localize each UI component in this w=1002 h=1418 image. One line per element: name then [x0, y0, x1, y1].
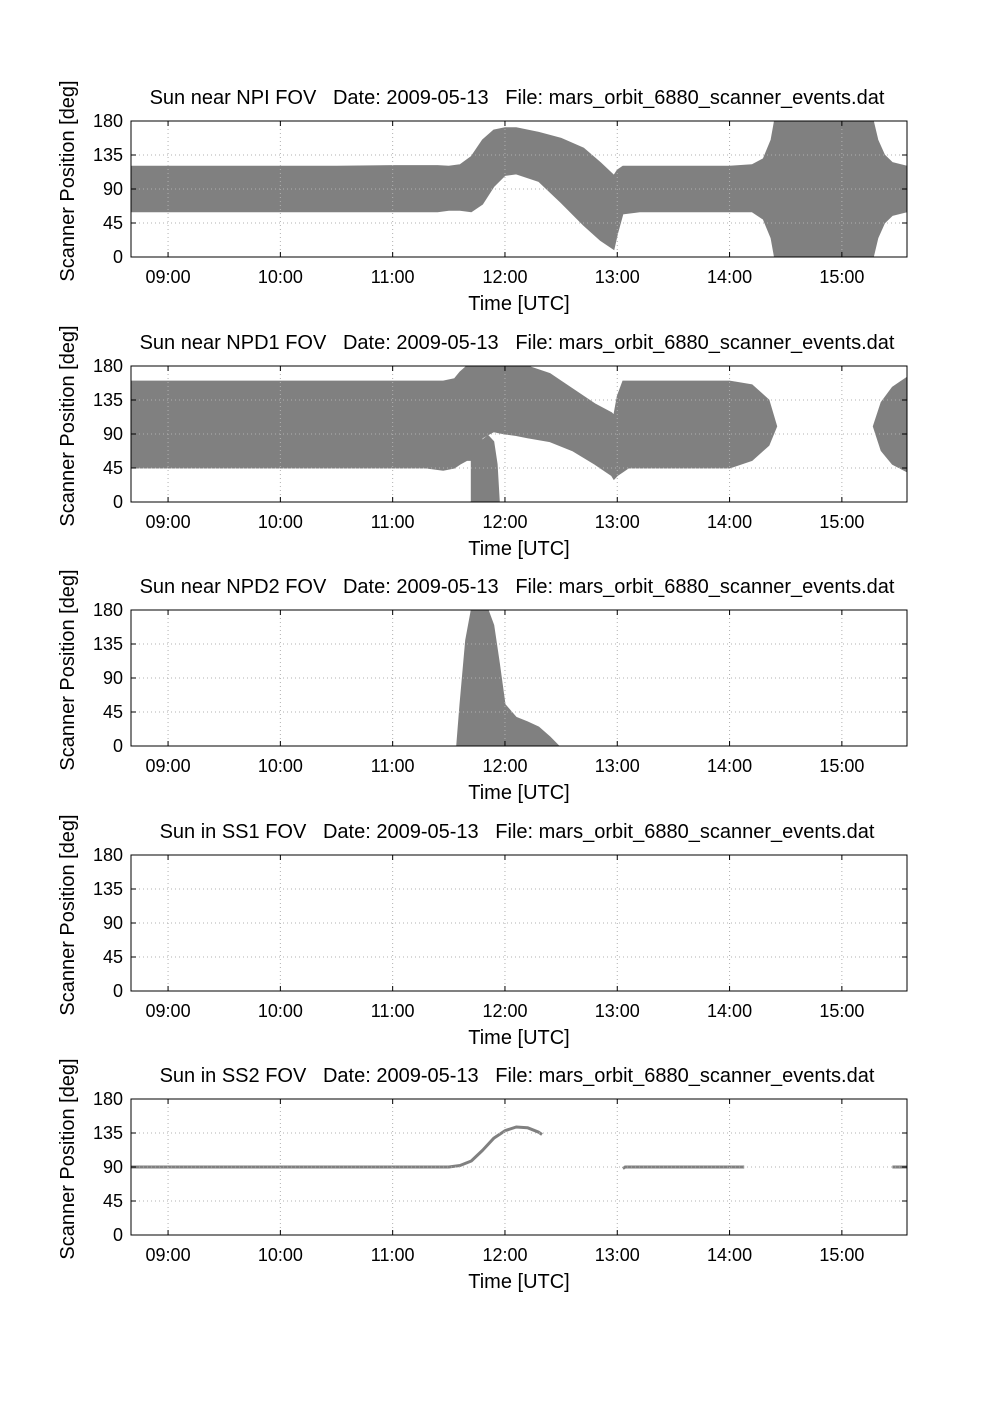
- x-axis-label: Time [UTC]: [468, 538, 570, 560]
- y-axis-label: Scanner Position [deg]: [57, 569, 79, 771]
- y-tick-label: 90: [102, 424, 123, 444]
- x-tick-label: 12:00: [482, 267, 528, 287]
- x-axis-label: Time [UTC]: [468, 293, 570, 315]
- x-axis-label: Time [UTC]: [468, 1027, 570, 1049]
- y-axis-label: Scanner Position [deg]: [57, 80, 79, 282]
- x-tick-label: 14:00: [707, 1245, 753, 1265]
- x-tick-label: 14:00: [707, 267, 753, 287]
- x-tick-label: 09:00: [145, 756, 191, 776]
- x-tick-label: 10:00: [257, 512, 303, 532]
- y-tick-label: 135: [92, 1123, 123, 1143]
- x-tick-label: 13:00: [594, 756, 640, 776]
- panel-3: [57, 569, 907, 804]
- y-tick-label: 0: [112, 1225, 123, 1245]
- y-tick-label: 0: [112, 981, 123, 1001]
- y-tick-label: 0: [112, 247, 123, 267]
- y-tick-label: 180: [92, 111, 123, 131]
- panel-5: [57, 1058, 907, 1293]
- y-tick-label: 180: [92, 845, 123, 865]
- x-tick-label: 15:00: [819, 267, 865, 287]
- y-tick-label: 45: [102, 458, 123, 478]
- y-tick-label: 135: [92, 879, 123, 899]
- x-tick-label: 10:00: [257, 756, 303, 776]
- y-tick-label: 90: [102, 913, 123, 933]
- panel-2: [57, 325, 907, 560]
- x-tick-label: 11:00: [370, 1245, 415, 1265]
- y-tick-label: 135: [92, 390, 123, 410]
- x-tick-label: 09:00: [145, 1001, 191, 1021]
- x-tick-label: 10:00: [257, 267, 303, 287]
- x-tick-label: 13:00: [594, 267, 640, 287]
- x-tick-label: 15:00: [819, 1001, 865, 1021]
- x-tick-label: 15:00: [819, 756, 865, 776]
- x-tick-label: 15:00: [819, 1245, 865, 1265]
- y-axis-label: Scanner Position [deg]: [57, 814, 79, 1016]
- x-tick-label: 13:00: [594, 1001, 640, 1021]
- x-axis-label: Time [UTC]: [468, 1271, 570, 1293]
- y-tick-label: 45: [102, 1191, 123, 1211]
- y-tick-label: 0: [112, 736, 123, 756]
- x-tick-label: 13:00: [594, 512, 640, 532]
- chart-title: Sun near NPD1 FOV Date: 2009-05-13 File: mars_orbit_6880_scanner_events.dat: [139, 332, 895, 354]
- chart-title: Sun in SS1 FOV Date: 2009-05-13 File: mars_orbit_6880_scanner_events.dat: [159, 821, 875, 843]
- y-tick-label: 90: [102, 1157, 123, 1177]
- panel-1: [57, 80, 907, 315]
- y-tick-label: 45: [102, 702, 123, 722]
- x-tick-label: 15:00: [819, 512, 865, 532]
- band-1: [131, 366, 471, 470]
- x-tick-label: 10:00: [257, 1245, 303, 1265]
- x-tick-label: 12:00: [482, 512, 528, 532]
- chart-title: Sun near NPD2 FOV Date: 2009-05-13 File: mars_orbit_6880_scanner_events.dat: [139, 576, 895, 598]
- x-tick-label: 09:00: [145, 267, 191, 287]
- x-axis-label: Time [UTC]: [468, 782, 570, 804]
- y-axis-label: Scanner Position [deg]: [57, 1058, 79, 1260]
- y-tick-label: 180: [92, 600, 123, 620]
- x-tick-label: 11:00: [370, 267, 415, 287]
- y-tick-label: 180: [92, 356, 123, 376]
- chart-title: Sun in SS2 FOV Date: 2009-05-13 File: mars_orbit_6880_scanner_events.dat: [159, 1065, 875, 1087]
- chart-title: Sun near NPI FOV Date: 2009-05-13 File: mars_orbit_6880_scanner_events.dat: [149, 87, 885, 109]
- x-tick-label: 09:00: [145, 512, 191, 532]
- x-tick-label: 11:00: [370, 756, 415, 776]
- y-tick-label: 135: [92, 145, 123, 165]
- y-axis-label: Scanner Position [deg]: [57, 325, 79, 527]
- y-tick-label: 90: [102, 668, 123, 688]
- x-tick-label: 12:00: [482, 756, 528, 776]
- x-tick-label: 13:00: [594, 1245, 640, 1265]
- x-tick-label: 11:00: [370, 1001, 415, 1021]
- y-tick-label: 45: [102, 947, 123, 967]
- y-tick-label: 90: [102, 179, 123, 199]
- x-tick-label: 12:00: [482, 1245, 528, 1265]
- x-tick-label: 11:00: [370, 512, 415, 532]
- y-tick-label: 135: [92, 634, 123, 654]
- y-tick-label: 45: [102, 213, 123, 233]
- y-tick-label: 0: [112, 492, 123, 512]
- x-tick-label: 10:00: [257, 1001, 303, 1021]
- y-tick-label: 180: [92, 1089, 123, 1109]
- x-tick-label: 14:00: [707, 756, 753, 776]
- x-tick-label: 14:00: [707, 1001, 753, 1021]
- x-tick-label: 12:00: [482, 1001, 528, 1021]
- panel-4: [57, 814, 907, 1049]
- x-tick-label: 09:00: [145, 1245, 191, 1265]
- x-tick-label: 14:00: [707, 512, 753, 532]
